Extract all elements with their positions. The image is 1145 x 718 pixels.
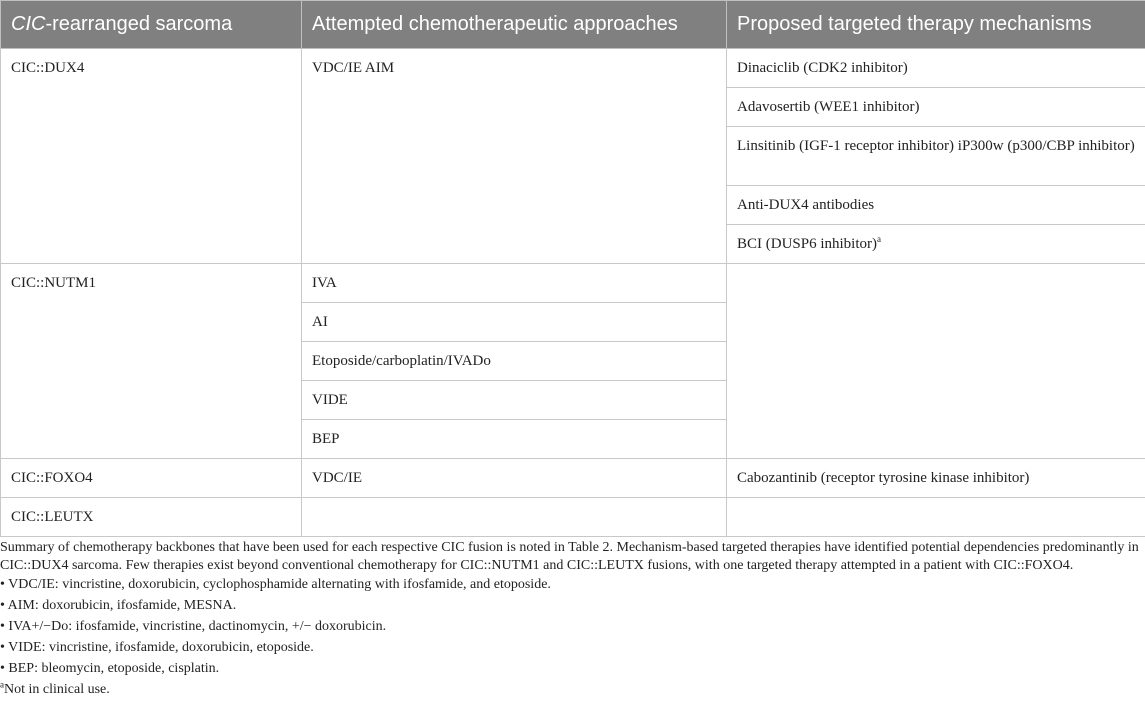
table-notes [0,539,1140,702]
fusion-name: CIC::LEUTX [11,509,94,525]
chemo-cell [302,459,727,498]
fusion-name: CIC::DUX4 [11,60,85,76]
notes-bullet: • VIDE: vincristine, ifosfamide, doxorubicin, etoposide. [0,640,314,655]
notes-bullet: • IVA+/−Do: ifosfamide, vincristine, dactinomycin, +/− doxorubicin. [0,619,387,634]
fusion-cell [1,264,302,459]
chemo-cell-empty [302,498,727,537]
table-row-nutm1 [1,264,1145,459]
targeted-item: Anti-DUX4 antibodies [727,186,1145,225]
chemo-cell [302,49,727,264]
notes-bullet: • VDC/IE: vincristine, doxorubicin, cyclophosphamide alternating with ifosfamide, and etoposide. [0,577,551,592]
chemo-item: VIDE [302,381,726,420]
chemo-list [302,264,726,458]
targeted-cell [727,49,1145,264]
table-row-dux4 [1,49,1145,264]
chemo-item: AI [302,303,726,342]
header-fusion [1,1,302,49]
targeted-text: Cabozantinib (receptor tyrosine kinase inhibitor) [737,470,1030,486]
fusion-cell [1,498,302,537]
header-fusion-rest: -rearranged sarcoma [45,13,233,35]
targeted-cell-empty [727,498,1145,537]
fusion-cell [1,49,302,264]
targeted-cell [727,459,1145,498]
notes-footnote [0,681,1140,699]
chemo-item: BEP [312,431,340,447]
notes-bullet: • BEP: bleomycin, etoposide, cisplatin. [0,661,220,676]
header-fusion-italic: CIC [11,13,46,35]
chemo-text: VDC/IE AIM [312,60,395,76]
table-header-row [1,1,1145,49]
chemo-item: Etoposide/carboplatin/IVADo [302,342,726,381]
table-row-foxo4 [1,459,1145,498]
targeted-item-bci [727,225,1145,264]
targeted-cell-empty [727,264,1145,459]
fusion-cell [1,459,302,498]
chemo-text: VDC/IE [312,470,362,486]
targeted-item: Adavosertib (WEE1 inhibitor) [727,88,1145,127]
footnote-marker: a [877,234,882,244]
footnote-mark: a [0,679,4,690]
targeted-item: Linsitinib (IGF-1 receptor inhibitor) iP300w (p300/CBP inhibitor) [727,127,1145,186]
targeted-list [727,49,1145,263]
chemo-item: IVA [302,264,726,303]
notes-summary: Summary of chemotherapy backbones that have been used for each respective CIC fusion is noted in Table 2. Mechanism-based targeted therapies have identified potential dependencies predominantly in CIC::DUX4 sarcoma. Few therapies exist beyond conventional chemotherapy for CIC::NUTM1 and CIC::LEUTX fusions, with one targeted therapy attempted in a patient with CIC::FOXO4. [0,540,1139,573]
header-chemo: Attempted chemotherapeutic approaches [302,1,727,49]
fusion-name: CIC::NUTM1 [11,275,97,291]
targeted-item-label: BCI (DUSP6 inhibitor) [737,236,878,252]
table-row-leutx [1,498,1145,537]
notes-bullet: • AIM: doxorubicin, ifosfamide, MESNA. [0,598,237,613]
fusion-name: CIC::FOXO4 [11,470,93,486]
header-targeted: Proposed targeted therapy mechanisms [727,1,1145,49]
footnote-text: Not in clinical use. [4,682,110,697]
chemo-cell [302,264,727,459]
targeted-item: Dinaciclib (CDK2 inhibitor) [727,49,1145,88]
